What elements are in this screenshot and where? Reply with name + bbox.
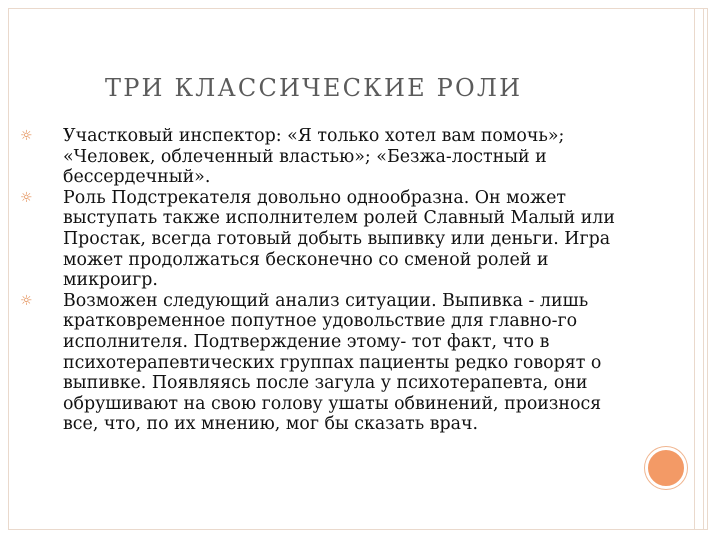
bullet-text: Участковый инспектор: «Я только хотел вам помочь»; «Человек, облеченный властью»; «Безжа-лостный и бессердечный». xyxy=(63,126,565,188)
bullet-text: Возможен следующий анализ ситуации. Выпивка - лишь кратковременное попутное удовольствие для главно-го исполнителя. Подтверждение этому- тот факт, что в психотерапевтических группах пациенты редко говорят о выпивке. Появляясь после загула у психотерапевта, они обрушивают на свою голову ушаты обвинений, произнося все, что, по их мнению, мог бы сказать врач. xyxy=(63,290,602,435)
bullet-item xyxy=(20,291,625,435)
sun-bullet-icon: ☼ xyxy=(20,292,33,309)
bullet-item xyxy=(20,126,625,188)
bullet-item xyxy=(20,188,625,291)
sun-bullet-icon: ☼ xyxy=(20,128,33,144)
sun-bullet-icon: ☼ xyxy=(20,189,33,206)
slide-title: ТРИ КЛАССИЧЕСКИЕ РОЛИ xyxy=(105,74,523,102)
slide-side-rule xyxy=(694,8,704,530)
bullet-list xyxy=(20,126,625,435)
bullet-text: Роль Подстрекателя довольно однообразна. Он может выступать также исполнителем ролей Славный Малый или Простак, всегда готовый добыть выпивку или деньги. Игра может продолжаться бесконечно со сменой ролей и микроигр. xyxy=(63,187,615,291)
decorative-circle xyxy=(645,447,687,489)
